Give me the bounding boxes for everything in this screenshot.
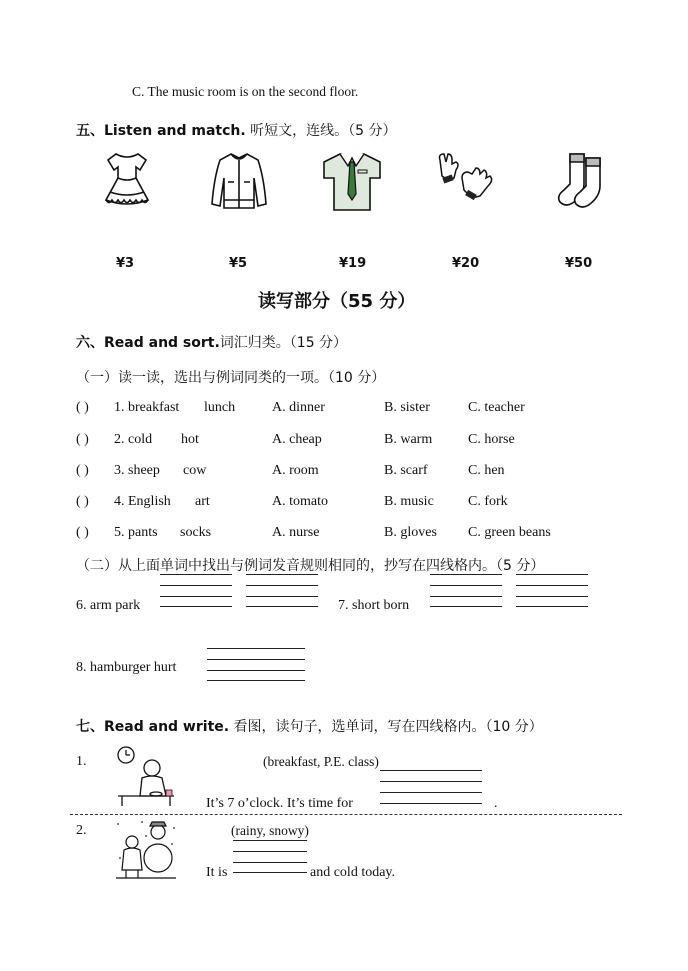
q5-paren[interactable]: ( ) (76, 525, 89, 540)
writing-grid-q6a[interactable] (160, 574, 232, 607)
section7-title (76, 716, 543, 736)
q5-option-c: C. green beans (468, 525, 551, 540)
q3-paren[interactable]: ( ) (76, 463, 89, 478)
writing-grid-q8[interactable] (207, 648, 305, 681)
q2-paren[interactable]: ( ) (76, 432, 89, 447)
q2-option-c: C. horse (468, 432, 515, 447)
q8-label: 8. hamburger hurt (76, 660, 177, 675)
q5-option-a: A. nurse (272, 525, 320, 540)
q1-option-c: C. teacher (468, 400, 525, 415)
q1-option-b: B. sister (384, 400, 430, 415)
section7-number: 七、 (76, 719, 104, 735)
shirt-icon (318, 148, 386, 214)
s7-q1-end: . (494, 796, 498, 811)
q7-label: 7. short born (338, 598, 410, 613)
s7-q1-choices: (breakfast, P.E. class) (263, 754, 379, 769)
price-shirt: ¥19 (339, 256, 367, 271)
section6-number: 六、 (76, 335, 104, 351)
writing-grid-q7a[interactable] (430, 574, 502, 607)
q4-option-b: B. music (384, 494, 434, 509)
part-title: 读写部分（55 分） (258, 291, 416, 312)
q3-example: 3. sheep (114, 463, 160, 478)
s7-q2-before: It is (206, 865, 228, 880)
price-gloves: ¥20 (452, 256, 480, 271)
price-socks: ¥50 (565, 256, 593, 271)
q5-option-b: B. gloves (384, 525, 437, 540)
q1-example2: lunch (204, 400, 236, 415)
q2-option-b: B. warm (384, 432, 433, 447)
s7-q1-sentence: It’s 7 o’clock. It’s time for (206, 796, 353, 811)
s7-q2-choices: (rainy, snowy) (231, 823, 309, 838)
top-option-c: C. The music room is on the second floor. (132, 84, 359, 99)
socks-icon (550, 150, 608, 212)
q4-example2: art (195, 494, 210, 509)
section5-title-en: Listen and match. (104, 123, 246, 139)
q5-example: 5. pants (114, 525, 158, 540)
gloves-icon (432, 150, 498, 210)
q3-option-b: B. scarf (384, 463, 428, 478)
section7-title-en: Read and write. (104, 719, 230, 735)
q3-option-a: A. room (272, 463, 319, 478)
s7-q2-after: and cold today. (310, 865, 396, 880)
price-dress: ¥3 (116, 256, 135, 271)
s7-q2-number: 2. (76, 823, 87, 838)
writing-grid-s7-q1[interactable] (380, 770, 482, 804)
section6-sub1: （一）读一读，选出与例词同类的一项。（10 分） (76, 370, 386, 386)
section6-title (76, 332, 347, 352)
q1-example: 1. breakfast (114, 400, 180, 415)
dress-icon (96, 150, 158, 212)
snowman-kids-icon (112, 818, 180, 882)
jacket-icon (206, 148, 272, 214)
q5-example2: socks (180, 525, 212, 540)
section6-sub2: （二）从上面单词中找出与例词发音规则相同的，抄写在四线格内。（5 分） (76, 558, 545, 574)
q4-option-c: C. fork (468, 494, 508, 509)
section5-title (76, 120, 397, 140)
q4-option-a: A. tomato (272, 494, 328, 509)
section6-title-cn: 词汇归类。（15 分） (219, 335, 348, 351)
clock-breakfast-icon (112, 744, 178, 808)
q2-option-a: A. cheap (272, 432, 322, 447)
section7-title-cn: 看图，读句子，选单词，写在四线格内。（10 分） (233, 719, 543, 735)
s7-q1-number: 1. (76, 754, 87, 769)
q3-example2: cow (183, 463, 207, 478)
writing-grid-s7-q2[interactable] (233, 840, 307, 873)
q3-option-c: C. hen (468, 463, 505, 478)
price-jacket: ¥5 (229, 256, 248, 271)
q6-label: 6. arm park (76, 598, 141, 613)
dashed-divider (70, 814, 622, 815)
q2-example: 2. cold (114, 432, 153, 447)
q4-example: 4. English (114, 494, 171, 509)
section5-number: 五、 (76, 123, 104, 139)
writing-grid-q6b[interactable] (246, 574, 318, 607)
section5-title-cn: 听短文，连线。（5 分） (250, 123, 397, 139)
writing-grid-q7b[interactable] (516, 574, 588, 607)
section6-title-en: Read and sort. (104, 335, 220, 351)
q2-example2: hot (181, 432, 199, 447)
q4-paren[interactable]: ( ) (76, 494, 89, 509)
q1-option-a: A. dinner (272, 400, 325, 415)
q1-paren[interactable]: ( ) (76, 400, 89, 415)
